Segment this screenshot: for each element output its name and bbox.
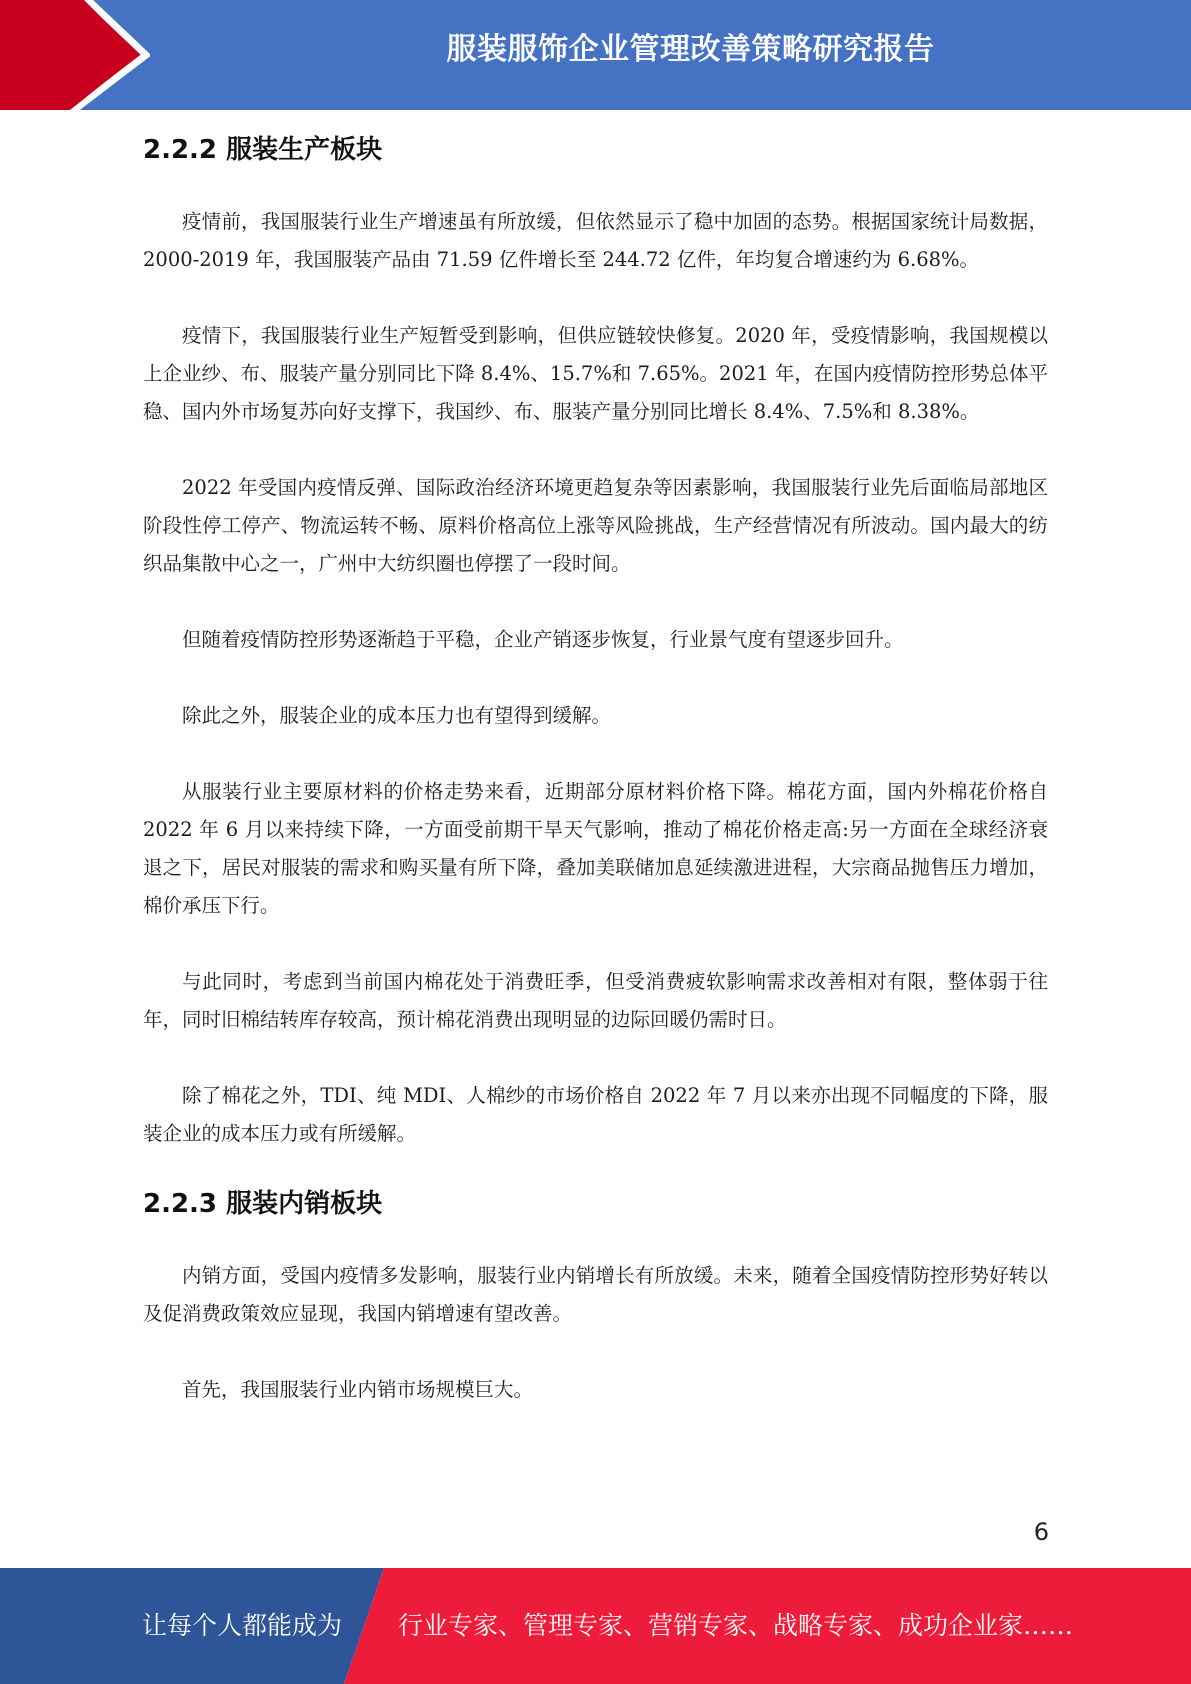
footer-banner <box>0 1568 1191 1684</box>
footer-slogan-right: 行业专家、管理专家、营销专家、战略专家、成功企业家…… <box>398 1611 1074 1640</box>
section-heading-2-2-2: 2.2.2 服装生产板块 <box>143 135 383 165</box>
paragraph: 但随着疫情防控形势逐渐趋于平稳，企业产销逐步恢复，行业景气度有望逐步回升。 <box>182 628 904 651</box>
report-title: 服装服饰企业管理改善策略研究报告 <box>446 32 935 67</box>
paragraph: 除了棉花之外，TDI、纯 MDI、人棉纱的市场价格自 2022 年 7 月以来亦出现不同幅度的下降，服装企业的成本压力或有所缓解。 <box>143 1084 1048 1145</box>
paragraph: 2022 年受国内疫情反弹、国际政治经济环境更趋复杂等因素影响，我国服装行业先后面临局部地区阶段性停工停产、物流运转不畅、原料价格高位上涨等风险挑战，生产经营情况有所波动。国内最大的纺织品集散中心之一，广州中大纺织圈也停摆了一段时间。 <box>143 476 1048 575</box>
paragraph: 疫情前，我国服装行业生产增速虽有所放缓，但依然显示了稳中加固的态势。根据国家统计局数据，2000-2019 年，我国服装产品由 71.59 亿件增长至 244.72 亿件，年均复合增速约为 6.68%。 <box>143 210 1048 271</box>
paragraph: 除此之外，服装企业的成本压力也有望得到缓解。 <box>182 704 612 727</box>
paragraph: 内销方面，受国内疫情多发影响，服装行业内销增长有所放缓。未来，随着全国疫情防控形势好转以及促消费政策效应显现，我国内销增速有望改善。 <box>143 1264 1048 1325</box>
header-chevron-decoration <box>0 0 150 110</box>
paragraph: 疫情下，我国服装行业生产短暂受到影响，但供应链较快修复。2020 年，受疫情影响，我国规模以上企业纱、布、服装产量分别同比下降 8.4%、15.7%和 7.65%。2021 年，在国内疫情防控形势总体平稳、国内外市场复苏向好支撑下，我国纱、布、服装产量分别同比增长 8.4%、7.5%和 8.38%。 <box>143 324 1048 423</box>
footer-slogan-left: 让每个人都能成为 <box>142 1611 343 1640</box>
paragraph: 首先，我国服装行业内销市场规模巨大。 <box>182 1378 534 1401</box>
paragraph: 与此同时，考虑到当前国内棉花处于消费旺季，但受消费疲软影响需求改善相对有限，整体弱于往年，同时旧棉结转库存较高，预计棉花消费出现明显的边际回暖仍需时日。 <box>143 970 1048 1031</box>
section-heading-2-2-3: 2.2.3 服装内销板块 <box>143 1189 383 1219</box>
page-number: 6 <box>1033 1518 1049 1546</box>
header-bar <box>0 0 1191 110</box>
paragraph: 从服装行业主要原材料的价格走势来看，近期部分原材料价格下降。棉花方面，国内外棉花价格自 2022 年 6 月以来持续下降，一方面受前期干旱天气影响，推动了棉花价格走高:另一方面在全球经济衰退之下，居民对服装的需求和购买量有所下降，叠加美联储加息延续激进进程，大宗商品抛售压力增加，棉价承压下行。 <box>143 780 1048 917</box>
document-body <box>143 125 1048 1409</box>
